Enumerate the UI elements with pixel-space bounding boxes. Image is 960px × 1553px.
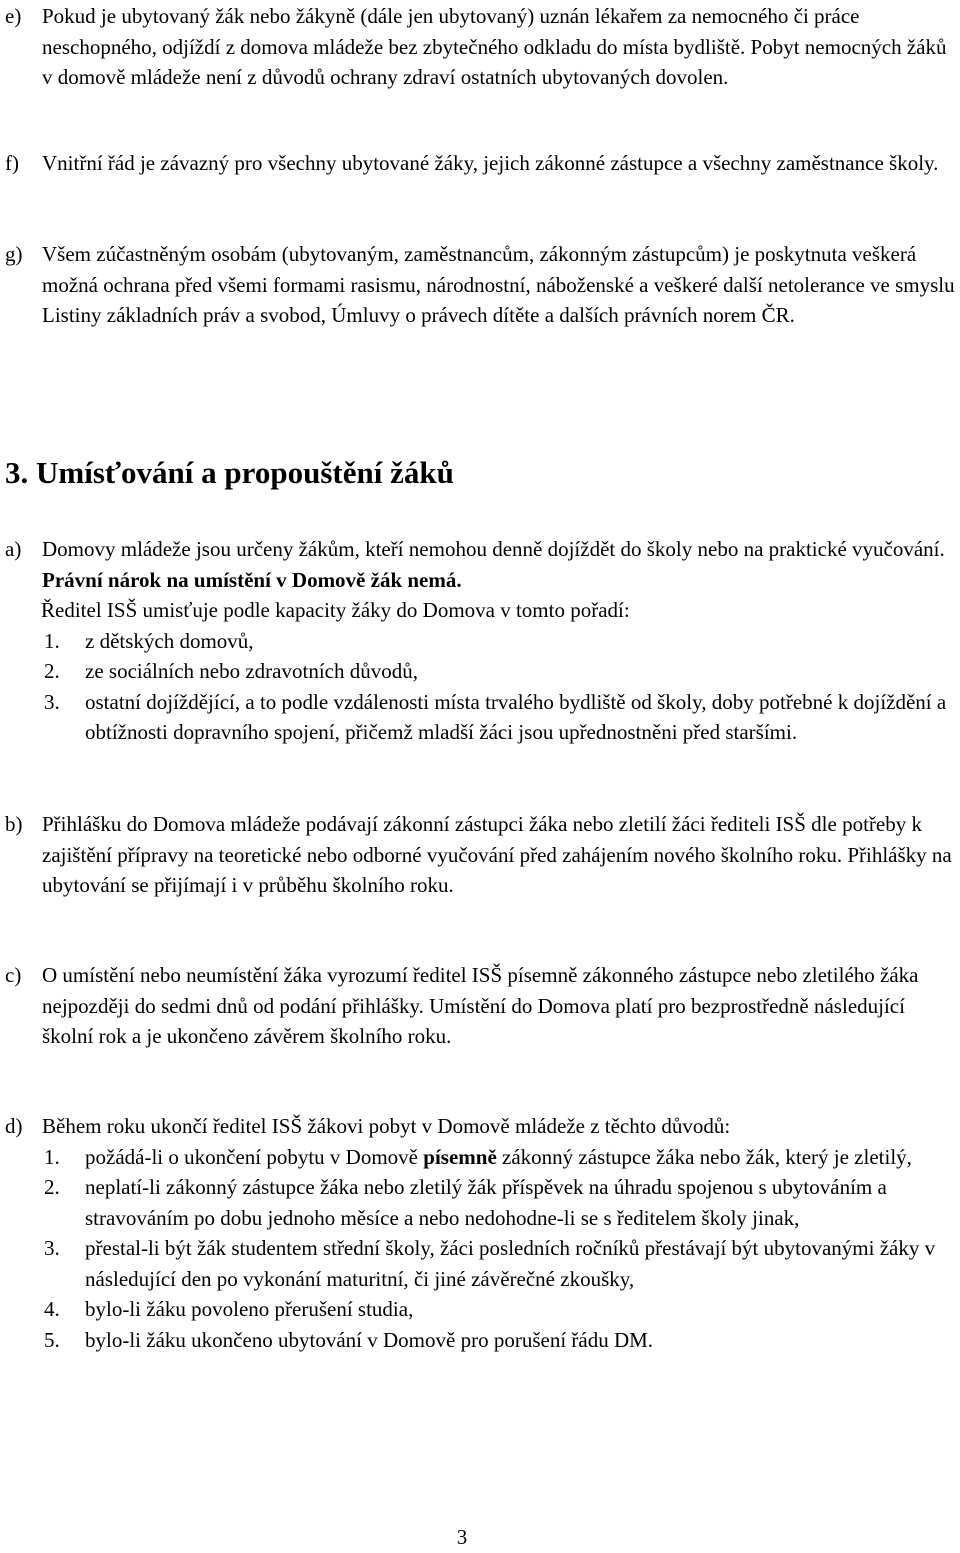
paragraph-c — [5, 960, 960, 1052]
paragraph-text: Během roku ukončí ředitel ISŠ žákovi pobyt v Domově mládeže z těchto důvodů: — [42, 1114, 731, 1138]
paragraph-f — [5, 148, 960, 179]
paragraph-label: e) — [5, 4, 22, 28]
paragraph-text: Pokud je ubytovaný žák nebo žákyně (dále jen ubytovaný) uznán lékařem za nemocného či práce neschopného, odjíždí z domova mládeže bez zbytečného odkladu do místa bydliště. Pobyt nemocných žáků v domově mládeže není z důvodů ochrany zdraví ostatních ubytovaných dovolen. — [42, 4, 947, 89]
paragraph-label: d) — [5, 1114, 23, 1138]
paragraph-label: g) — [5, 242, 23, 266]
paragraph-label: b) — [5, 812, 23, 836]
paragraph-a — [5, 534, 960, 748]
paragraph-g — [5, 239, 960, 331]
paragraph-d — [5, 1111, 960, 1355]
section-number: 3. — [5, 455, 29, 490]
list-item: 4. bylo-li žáku povoleno přerušení studia, — [44, 1297, 414, 1321]
reasons-list — [5, 1142, 960, 1356]
paragraph-label: f) — [5, 151, 19, 175]
list-item: 2. neplatí-li zákonný zástupce žáka nebo zletilý žák příspěvek na úhradu spojenou s ubytováním a stravováním po dobu jednoho měsíce a nebo nedohodne-li se s ředitelem školy jinak, — [44, 1175, 887, 1230]
paragraph-text: Všem zúčastněným osobám (ubytovaným, zaměstnancům, zákonným zástupcům) je poskytnuta veškerá možná ochrana před všemi formami rasismu, národnostní, náboženské a veškeré další netolerance ve smyslu Listiny základních práv a svobod, Úmluvy o právech dítěte a dalších právních norem ČR. — [42, 242, 955, 327]
list-item: 3. ostatní dojíždějící, a to podle vzdálenosti místa trvalého bydliště od školy, doby potřebné k dojíždění a obtížnosti dopravního spojení, přičemž mladší žáci jsou upřednostněni před staršími. — [44, 689, 947, 744]
paragraph-b — [5, 809, 960, 901]
list-item: 5. bylo-li žáku ukončeno ubytování v Domově pro porušení řádu DM. — [44, 1327, 654, 1352]
priority-intro: Ředitel ISŠ umisťuje podle kapacity žáky do Domova v tomto pořadí: — [41, 598, 630, 622]
paragraph-text: Vnitřní řád je závazný pro všechny ubytované žáky, jejich zákonné zástupce a všechny zaměstnance školy. — [42, 151, 939, 175]
list-item: 1. požádá-li o ukončení pobytu v Domově písemně zákonný zástupce žáka nebo žák, který je zletilý, — [44, 1144, 912, 1169]
section-heading — [5, 453, 454, 493]
paragraph-label: a) — [5, 537, 22, 561]
section-title: Umísťování a propouštění žáků — [36, 455, 454, 490]
list-item: 1. z dětských domovů, — [44, 628, 254, 653]
paragraph-text: Přihlášku do Domova mládeže podávají zákonní zástupci žáka nebo zletilí žáci řediteli ISŠ dle potřeby k zajištění přípravy na teoretické nebo odborné vyučování před zahájením nového školního roku. Přihlášky na ubytování se přijímají i v průběhu školního roku. — [42, 812, 952, 897]
priority-list — [5, 626, 960, 748]
paragraph-label: c) — [5, 963, 22, 987]
bold-statement: Právní nárok na umístění v Domově žák nemá. — [42, 567, 462, 592]
paragraph-text: O umístění nebo neumístění žáka vyrozumí ředitel ISŠ písemně zákonného zástupce nebo zletilého žáka nejpozději do sedmi dnů od podání přihlášky. Umístění do Domova platí pro bezprostředně následující školní rok a je ukončeno závěrem školního roku. — [42, 963, 919, 1048]
paragraph-text: Domovy mládeže jsou určeny žákům, kteří nemohou denně dojíždět do školy nebo na praktické vyučování. Právní nárok na umístění v Domově žák nemá. — [42, 537, 945, 592]
paragraph-e — [5, 1, 960, 93]
list-item: 2. ze sociálních nebo zdravotních důvodů, — [44, 659, 418, 683]
list-item: 3. přestal-li být žák studentem střední školy, žáci posledních ročníků přestávají být ubytovanými žáky v následující den po vykonání maturitní, či jiné závěrečné zkoušky, — [44, 1236, 936, 1291]
page-number: 3 — [456, 1525, 468, 1549]
